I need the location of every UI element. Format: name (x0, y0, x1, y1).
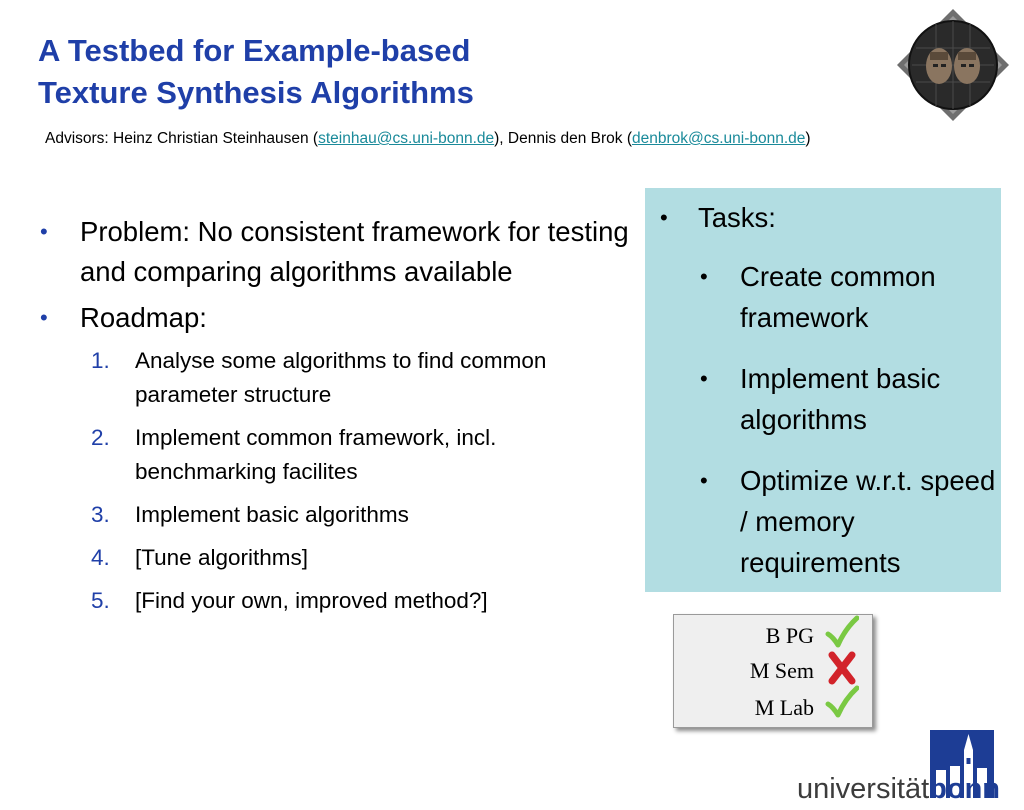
group-logo-icon (896, 8, 1010, 122)
slide-title (38, 30, 474, 114)
task-text: Optimize w.r.t. speed / memory requirements (740, 465, 996, 578)
university-wordmark (797, 772, 1000, 806)
title-line-1: A Testbed for Example-based (38, 33, 471, 68)
tasks-heading (660, 198, 776, 238)
bullet-dot-icon: • (700, 468, 708, 493)
task-text: Create common framework (740, 261, 936, 333)
university-wordmark-part2: bonn (929, 773, 1000, 805)
email-link-denbrok[interactable]: denbrok@cs.uni-bonn.de (631, 130, 806, 147)
roadmap-item (40, 498, 640, 532)
roadmap-item (40, 421, 640, 489)
check-icon (825, 615, 859, 649)
roadmap-list (40, 344, 640, 618)
roadmap-text: Implement basic algorithms (135, 502, 409, 527)
roadmap-item (40, 344, 640, 412)
degree-suitability-box (673, 614, 873, 728)
degree-label-msem: M Sem (749, 658, 814, 683)
roadmap-text: [Tune algorithms] (135, 545, 308, 570)
tasks-panel (645, 188, 1001, 592)
roadmap-text: Implement common framework, incl. benchmarking facilites (135, 425, 497, 484)
advisors-line (45, 130, 811, 148)
roadmap-bullet (40, 298, 640, 338)
roadmap-number: 5. (91, 588, 110, 613)
tasks-list (700, 256, 1000, 603)
roadmap-number: 4. (91, 545, 110, 570)
roadmap-number: 2. (91, 425, 110, 450)
roadmap-item (40, 584, 640, 618)
task-item (700, 460, 1000, 583)
tasks-heading-text: Tasks: (698, 202, 776, 233)
cross-icon (825, 651, 859, 685)
email-link-steinhausen[interactable]: steinhau@cs.uni-bonn.de (318, 130, 495, 147)
advisors-prefix: Advisors: Heinz Christian Steinhausen ( (45, 130, 319, 147)
roadmap-number: 1. (91, 348, 110, 373)
bullet-dot-icon: • (40, 219, 48, 244)
check-icon (825, 685, 859, 719)
advisors-middle: ), Dennis den Brok ( (494, 130, 632, 147)
bullet-dot-icon: • (700, 366, 708, 391)
university-wordmark-part1: universität (796, 773, 930, 805)
task-text: Implement basic algorithms (740, 363, 941, 435)
advisors-suffix: ) (805, 130, 811, 147)
bullet-dot-icon: • (700, 264, 708, 289)
degree-label-bpg: B PG (765, 623, 814, 648)
left-column (40, 212, 640, 627)
roadmap-text: [Find your own, improved method?] (135, 588, 488, 613)
task-item (700, 256, 1000, 338)
problem-text: Problem: No consistent framework for testing and comparing algorithms available (80, 216, 629, 287)
roadmap-item (40, 541, 640, 575)
task-item (700, 358, 1000, 440)
roadmap-number: 3. (91, 502, 110, 527)
bullet-dot-icon: • (40, 305, 48, 330)
roadmap-heading: Roadmap: (80, 302, 207, 333)
degree-label-mlab: M Lab (754, 695, 814, 720)
title-line-2: Texture Synthesis Algorithms (38, 75, 474, 110)
roadmap-text: Analyse some algorithms to find common parameter structure (135, 348, 547, 407)
bullet-dot-icon: • (660, 205, 668, 230)
problem-bullet (40, 212, 640, 292)
